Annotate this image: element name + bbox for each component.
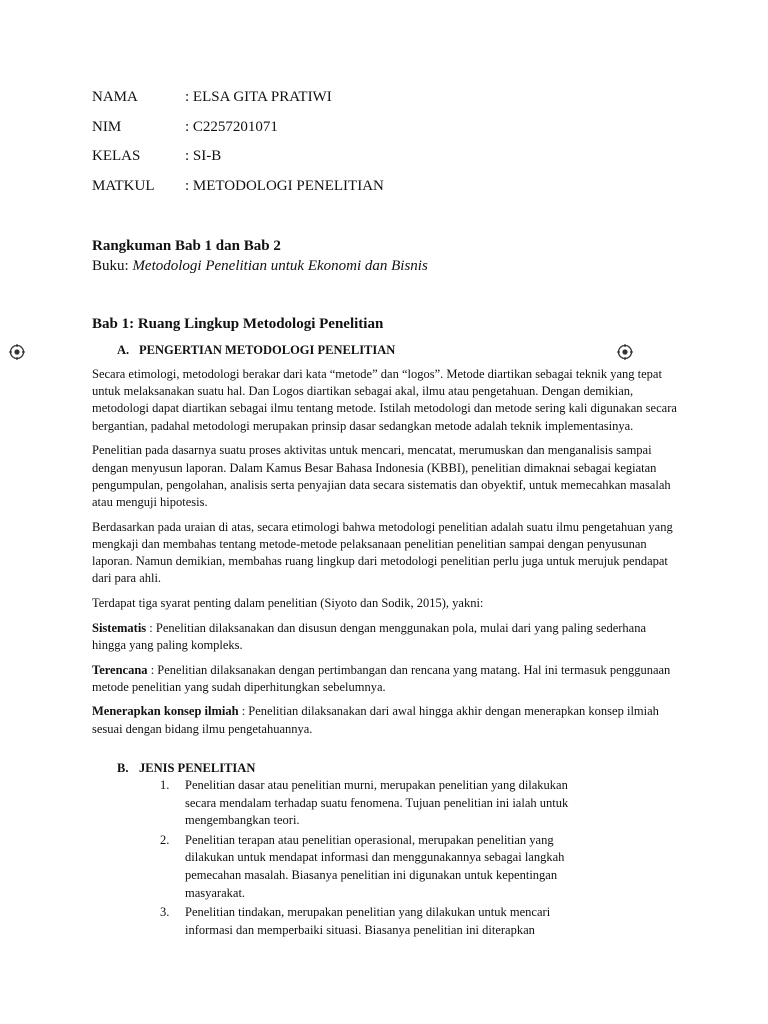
identity-row-nim	[92, 117, 384, 147]
term-name: Sistematis	[92, 620, 147, 635]
list-item	[160, 777, 590, 830]
section-b-title: JENIS PENELITIAN	[139, 761, 256, 775]
paragraph: Penelitian pada dasarnya suatu proses aktivitas untuk mencari, mencatat, merumuskan dan menganalisis sampai dengan menyusun laporan. Dalam Kamus Besar Bahasa Indonesia (KBBI), penelitian dimaknai sebagai kegiatan pengumpulan, pengolahan, analisis serta penyajian data secara sistematis dan obyektif, untuk memecahkan masalah atau menguji hipotesis.	[92, 443, 671, 509]
identity-value: : ELSA GITA PRATIWI	[185, 89, 332, 105]
list-number: 3.	[160, 905, 170, 920]
list-text: Penelitian dasar atau penelitian murni, merupakan penelitian yang dilakukan secara mendalam terhadap suatu fenomena. Tujuan penelitian ini ialah untuk mengembangkan teori.	[185, 778, 569, 828]
book-line	[92, 256, 428, 276]
list-number: 1.	[160, 778, 170, 792]
term-description: : Penelitian dilaksanakan dari awal hingga akhir dengan menerapkan konsep ilmiah sesuai dengan bidang ilmu pengetahuannya.	[92, 704, 659, 736]
chapter-title: Bab 1: Ruang Lingkup Metodologi Penelitian	[92, 316, 384, 332]
identity-row-nama	[92, 87, 384, 117]
list-item	[160, 832, 590, 902]
section-a-body	[92, 366, 682, 745]
paragraph: Berdasarkan pada uraian di atas, secara etimologi bahwa metodologi penelitian adalah suatu ilmu pengetahuan yang mengkaji dan membahas tentang metode-metode pelaksanaan penelitian penelitian sampai dengan penyusunan laporan. Namun demikian, membahas ruang lingkup dari metodologi penelitian perlu juga untuk merujuk pendapat dari para ahli.	[92, 519, 673, 586]
section-a-title: PENGERTIAN METODOLOGI PENELITIAN	[139, 343, 396, 357]
identity-label: NAMA	[92, 89, 138, 105]
identity-label: MATKUL	[92, 177, 155, 194]
section-b-heading	[117, 760, 255, 776]
paragraph: Secara etimologi, metodologi berakar dari kata “metode” dan “logos”. Metode diartikan sebagai teknik yang tepat untuk melaksanakan suatu hal. Dan Logos diartikan sebagai akal, ilmu atau pengetahuan. Dengan demikian, metodologi dapat diartikan sebagai ilmu tentang metode. Istilah metodologi dan metode sering kali digunakan secara bergantian, padahal metodologi merupakan prinsip dasar sedangkan metode adalah teknik implementasinya.	[92, 367, 677, 433]
section-a-heading	[117, 342, 395, 358]
term-description: : Penelitian dilaksanakan dan disusun dengan menggunakan pola, mulai dari yang paling sederhana hingga yang paling kompleks.	[92, 620, 647, 652]
list-number: 2.	[160, 832, 170, 847]
book-title: Metodologi Penelitian untuk Ekonomi dan Bisnis	[132, 258, 428, 274]
identity-label: NIM	[92, 118, 122, 135]
list-item	[160, 904, 590, 939]
term-paragraph	[92, 620, 682, 654]
term-paragraph	[92, 703, 682, 737]
anchor-target-icon[interactable]	[9, 344, 25, 360]
list-text: Penelitian tindakan, merupakan penelitian yang dilakukan untuk mencari informasi dan memperbaiki situasi. Biasanya penelitian ini diterapkan	[185, 905, 551, 937]
section-b-mark: B.	[117, 761, 129, 775]
term-name: Menerapkan konsep ilmiah	[92, 704, 239, 719]
summary-block	[92, 236, 428, 276]
summary-title: Rangkuman Bab 1 dan Bab 2	[92, 238, 281, 254]
term-name: Terencana	[92, 662, 148, 677]
term-paragraph	[92, 662, 682, 696]
list-text: Penelitian terapan atau penelitian operasional, merupakan penelitian yang dilakukan untuk mendapat informasi dan menggunakannya sebagai langkah pemecahan masalah. Biasanya penelitian ini digunakan untuk kepentingan masyarakat.	[185, 832, 565, 900]
research-types-list	[160, 777, 590, 941]
identity-block	[92, 87, 384, 205]
identity-row-matkul	[92, 176, 384, 206]
paragraph: Terdapat tiga syarat penting dalam penelitian (Siyoto dan Sodik, 2015), yakni:	[92, 595, 484, 610]
identity-row-kelas	[92, 146, 384, 176]
section-a-mark: A.	[117, 343, 130, 357]
identity-label: KELAS	[92, 148, 141, 164]
anchor-target-icon[interactable]	[617, 344, 633, 360]
book-label: Buku:	[92, 258, 133, 274]
identity-value: : SI-B	[185, 148, 222, 164]
identity-value: : METODOLOGI PENELITIAN	[185, 177, 384, 194]
identity-value: : C2257201071	[185, 118, 278, 135]
term-description: : Penelitian dilaksanakan dengan pertimbangan dan rencana yang matang. Hal ini termasuk penggunaan metode penelitian yang sudah diperhitungkan sebelumnya.	[92, 662, 671, 694]
